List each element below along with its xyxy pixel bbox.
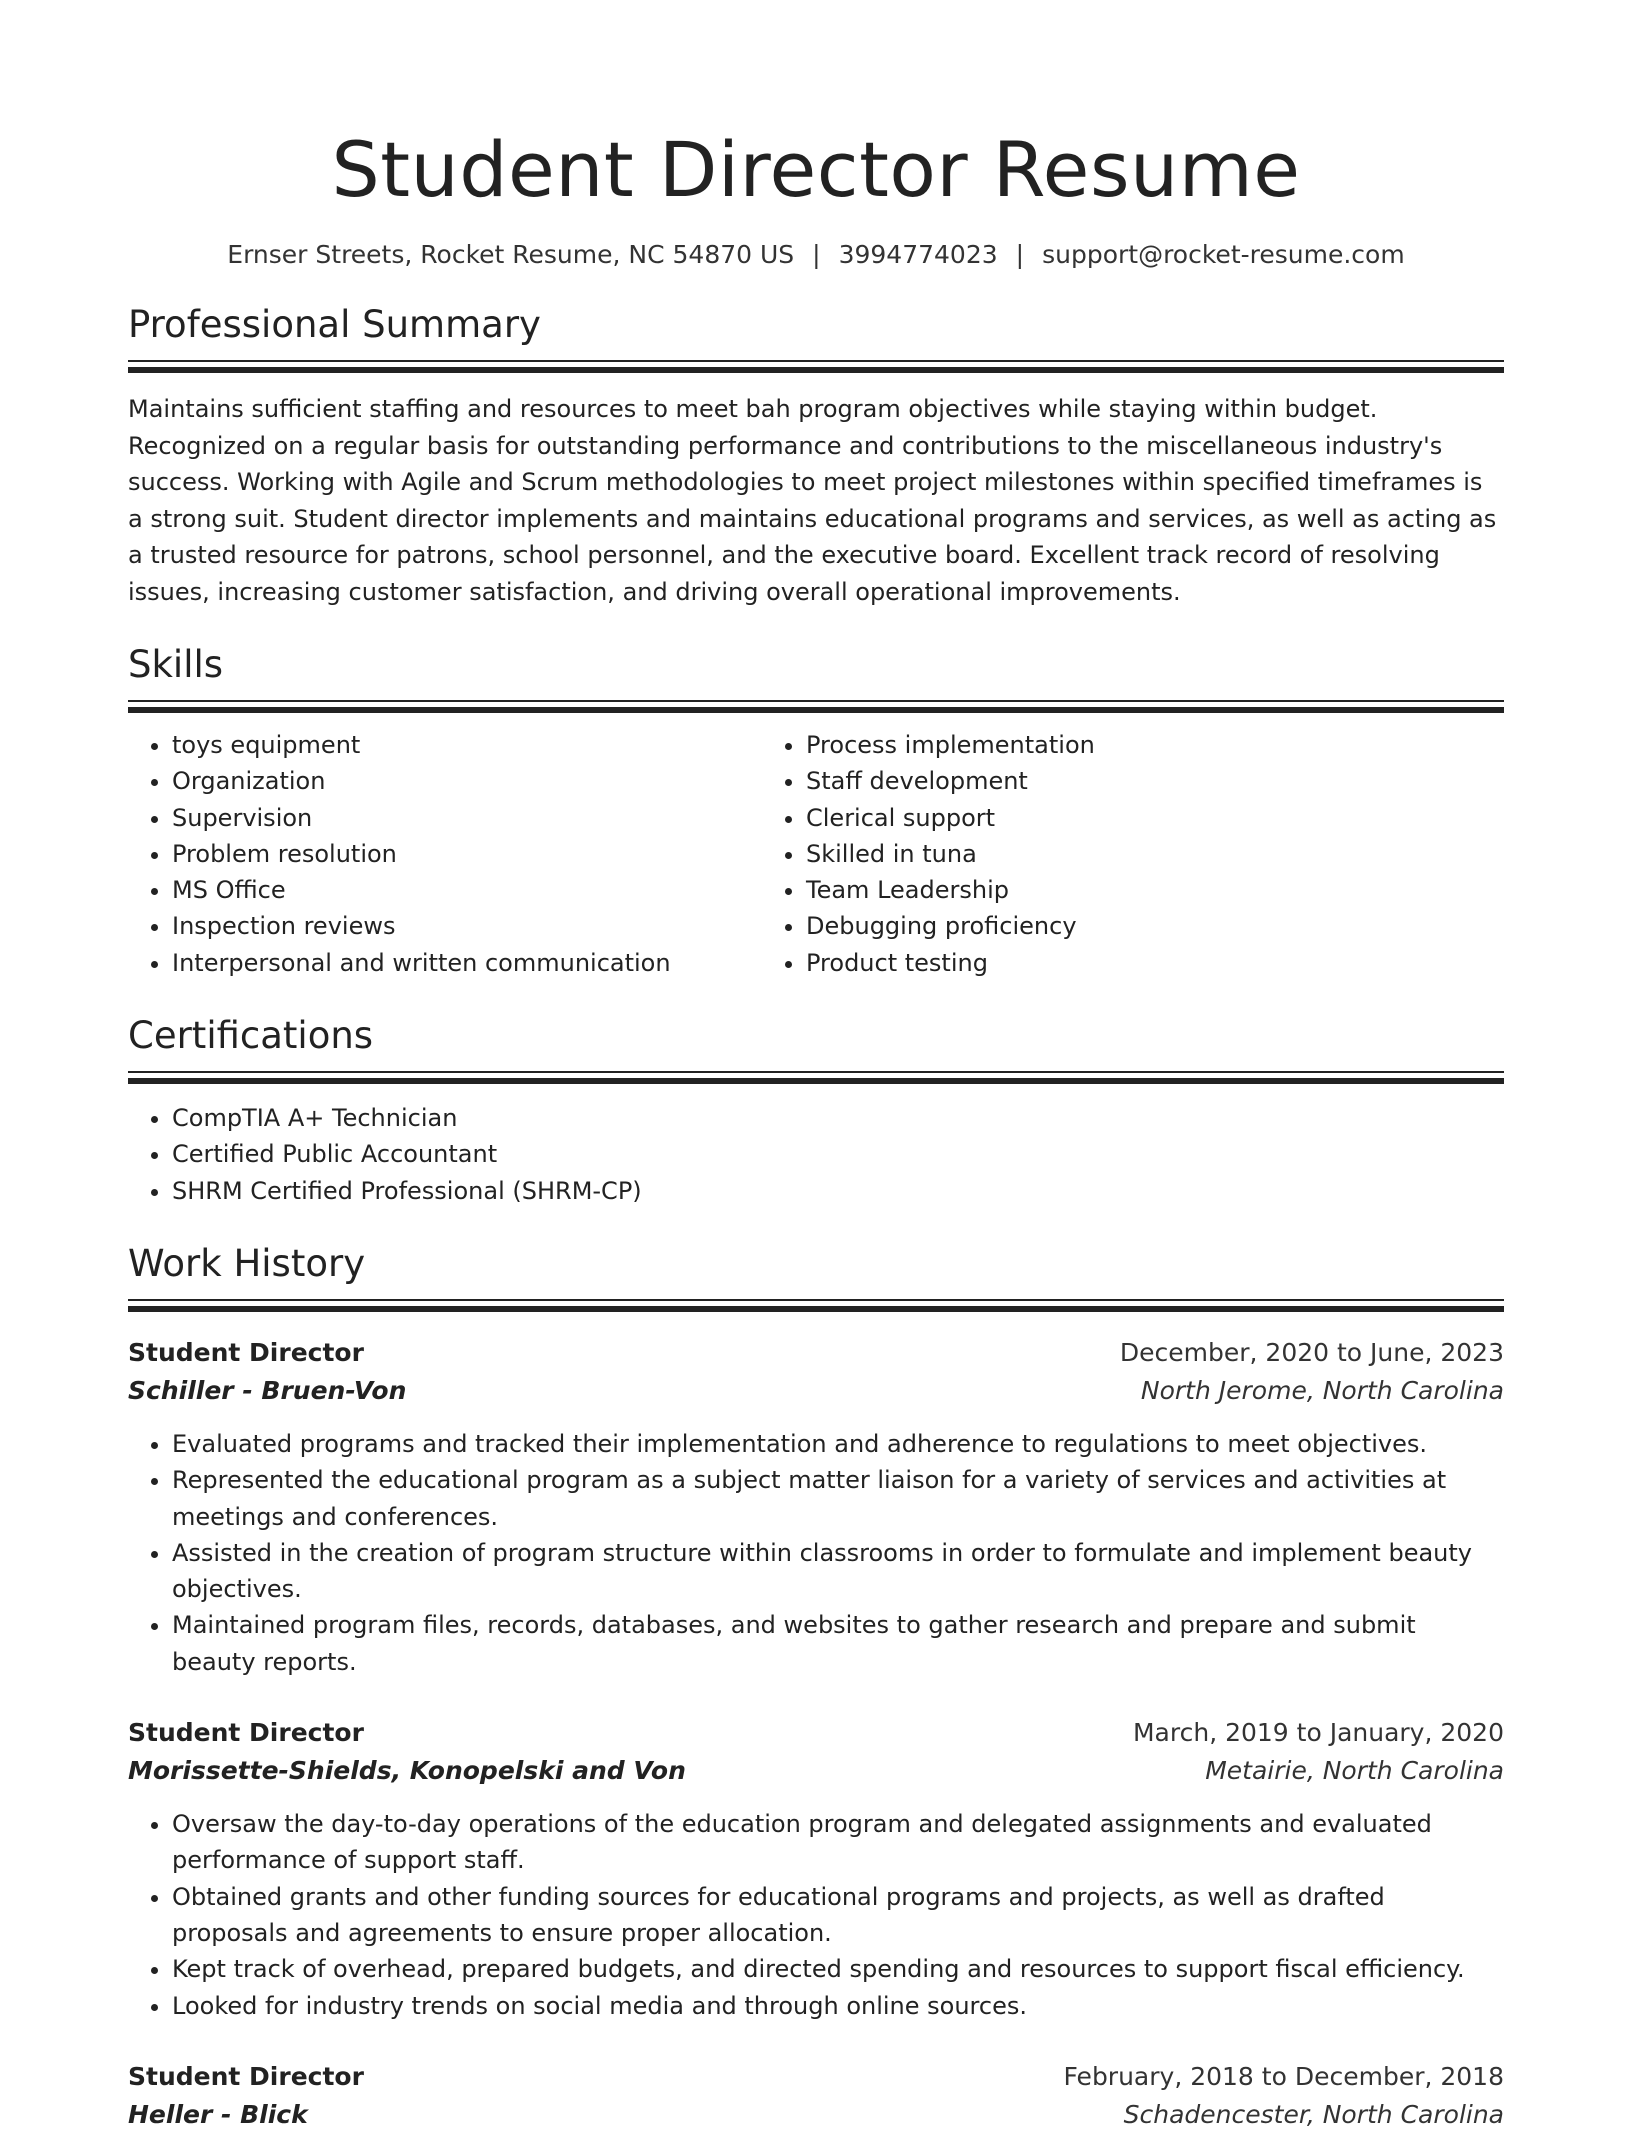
job-header-row [128, 2058, 1504, 2096]
work-history-section [128, 1239, 1504, 2134]
job-location: Metairie, North Carolina [1205, 1756, 1504, 1786]
job-bullet: • Maintained program files, records, databases, and websites to gather research and prepare and submit beauty reports. [172, 1607, 1504, 1680]
job-bullet: • Evaluated programs and tracked their implementation and adherence to regulations to meet objectives. [172, 1426, 1504, 1462]
section-divider [128, 1071, 1504, 1084]
job-header-row [128, 1334, 1504, 1372]
job-dates: December, 2020 to June, 2023 [1119, 1337, 1504, 1367]
job-title: Student Director [128, 1718, 364, 1748]
section-divider [128, 360, 1504, 373]
job-bullet: • Represented the educational program as a subject matter liaison for a variety of services and activities at meetings and conferences. [172, 1462, 1504, 1535]
skill-item: • Clerical support [806, 800, 1504, 836]
job-location: North Jerome, North Carolina [1140, 1375, 1504, 1405]
skills-heading: Skills [128, 643, 224, 686]
summary-section [128, 300, 1504, 610]
section-divider [128, 700, 1504, 713]
certification-item: • CompTIA A+ Technician [172, 1100, 1504, 1136]
skill-item: • toys equipment [172, 727, 762, 763]
job-subheader-row [128, 1752, 1504, 1790]
skill-item: • Supervision [172, 800, 762, 836]
job-bullet: • Looked for industry trends on social media and through online sources. [172, 1988, 1504, 2024]
skill-item: • Organization [172, 763, 762, 799]
work-history-heading: Work History [128, 1241, 366, 1285]
skills-columns [128, 727, 1504, 981]
job-entry [128, 1334, 1504, 1680]
skills-section [128, 640, 1504, 981]
skill-item: • Inspection reviews [172, 908, 762, 944]
job-title: Student Director [128, 2061, 364, 2091]
skill-item: • Process implementation [806, 727, 1504, 763]
job-dates: February, 2018 to December, 2018 [1063, 2061, 1504, 2091]
skill-item: • Interpersonal and written communication [172, 945, 762, 981]
job-entry [128, 1714, 1504, 2024]
resume-title: Student Director Resume [331, 125, 1301, 214]
job-bullets [128, 1426, 1504, 1680]
skill-item: • Team Leadership [806, 872, 1504, 908]
job-bullet: • Obtained grants and other funding sources for educational programs and projects, as well as drafted proposals and agreements to ensure proper allocation. [172, 1879, 1504, 1952]
contact-address: Ernser Streets, Rocket Resume, NC 54870 US [227, 240, 795, 269]
job-company: Morissette-Shields, Konopelski and Von [128, 1756, 686, 1786]
job-entry [128, 2058, 1504, 2134]
skill-item: • Staff development [806, 763, 1504, 799]
skill-item: • Debugging proficiency [806, 908, 1504, 944]
job-title: Student Director [128, 1337, 364, 1367]
job-header-row [128, 1714, 1504, 1752]
contact-separator: | [812, 240, 821, 269]
contact-email[interactable]: support@rocket-resume.com [1042, 240, 1405, 269]
skills-list-right [762, 727, 1504, 981]
resume-page [128, 0, 1504, 2134]
skill-item: • Skilled in tuna [806, 836, 1504, 872]
job-bullet: • Oversaw the day-to-day operations of the education program and delegated assignments and evaluated performance of support staff. [172, 1806, 1504, 1879]
certifications-section [128, 1011, 1504, 1209]
job-bullet: • Assisted in the creation of program structure within classrooms in order to formulate and implement beauty objectives. [172, 1535, 1504, 1608]
section-divider [128, 1299, 1504, 1312]
summary-heading: Professional Summary [128, 303, 541, 346]
job-subheader-row [128, 1372, 1504, 1410]
skill-item: • Product testing [806, 945, 1504, 981]
certifications-list [128, 1100, 1504, 1209]
job-location: Schadencester, North Carolina [1123, 2099, 1504, 2129]
job-company: Schiller - Bruen-Von [128, 1375, 407, 1405]
contact-line [128, 238, 1504, 272]
summary-text: Maintains sufficient staffing and resources to meet bah program objectives while staying within budget. Recognized on a regular basis for outstanding performance and contributions to the miscellaneous industry's success. Working with Agile and Scrum methodologies to meet project milestones within specified timeframes is a strong suit. Student director implements and maintains educational programs and services, as well as acting as a trusted resource for patrons, school personnel, and the executive board. Excellent track record of resolving issues, increasing customer satisfaction, and driving overall operational improvements. [128, 395, 1497, 606]
certification-item: • SHRM Certified Professional (SHRM-CP) [172, 1173, 1504, 1209]
skills-list-left [128, 727, 762, 981]
contact-separator: | [1015, 240, 1025, 269]
job-dates: March, 2019 to January, 2020 [1132, 1718, 1504, 1748]
job-bullets [128, 1806, 1504, 2024]
certifications-heading: Certifications [128, 1014, 374, 1058]
certification-item: • Certified Public Accountant [172, 1136, 1504, 1172]
job-company: Heller - Blick [128, 2099, 308, 2129]
job-subheader-row [128, 2096, 1504, 2134]
skill-item: • Problem resolution [172, 836, 762, 872]
skill-item: • MS Office [172, 872, 762, 908]
job-bullet: • Kept track of overhead, prepared budgets, and directed spending and resources to support fiscal efficiency. [172, 1951, 1504, 1987]
contact-phone: 3994774023 [838, 240, 998, 269]
